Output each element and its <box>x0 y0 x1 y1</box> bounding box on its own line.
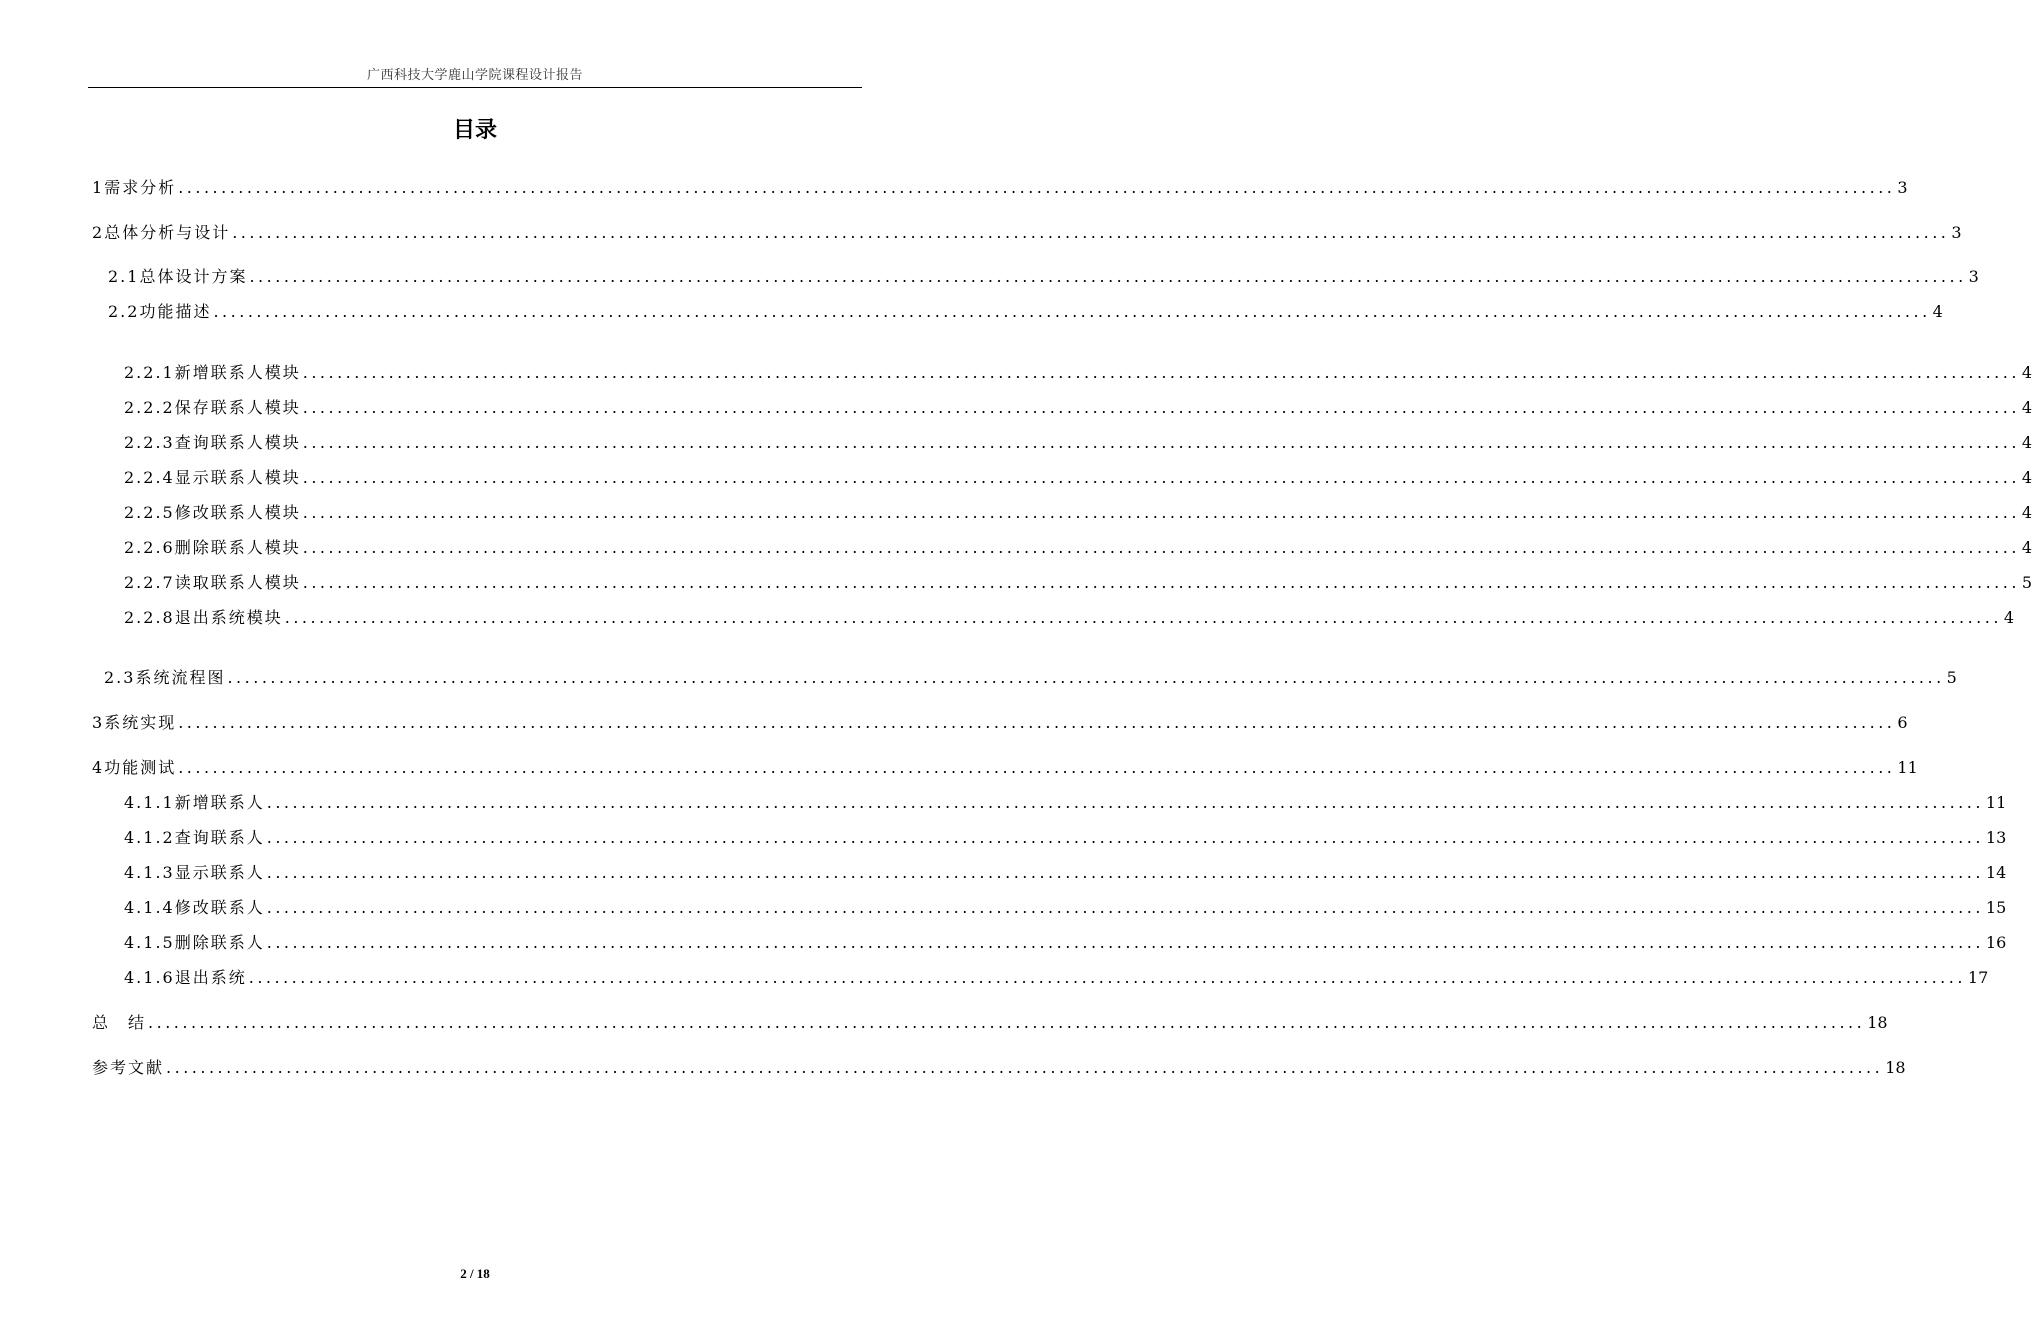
toc-entry-2-2-2[interactable] <box>124 396 2032 420</box>
toc-entry-title: 读取联系人模块 <box>174 573 301 592</box>
page-number-footer: 2 / 18 <box>460 1266 490 1281</box>
toc-entry-leader: ........................................................................................................................................................................................................ <box>166 1058 1884 1077</box>
toc-entry-page: 3 <box>1897 178 1908 197</box>
toc-entry-page: 4 <box>2021 538 2032 557</box>
toc-entry-number: 3 <box>92 713 105 732</box>
toc-entry-4-1-2[interactable] <box>124 826 2007 850</box>
toc-entry-2-2-6[interactable] <box>124 536 2032 560</box>
toc-entry-leader: ........................................................................................................................................................................................................ <box>232 223 1950 242</box>
toc-entry-2-2-4[interactable] <box>124 466 2032 490</box>
toc-entry-title: 退出系统模块 <box>174 608 283 627</box>
toc-entry-page: 16 <box>1985 933 2007 952</box>
toc-entry-leader: ........................................................................................................................................................................................................ <box>227 668 1945 687</box>
toc-entry-page: 5 <box>1946 668 1957 687</box>
toc-entry-number: 2.1 <box>108 267 140 286</box>
toc-entry-4-1-5[interactable] <box>124 931 2007 955</box>
toc-entry-title: 显示联系人模块 <box>174 468 301 487</box>
toc-entry-4-1-6[interactable] <box>124 966 1989 990</box>
toc-entry-title: 需求分析 <box>104 178 177 197</box>
toc-entry-title: 参考文献 <box>92 1058 165 1077</box>
toc-entry-title: 功能测试 <box>104 758 177 777</box>
toc-entry-page: 4 <box>2021 398 2032 417</box>
toc-entry-4-1-4[interactable] <box>124 896 2007 920</box>
toc-entry-leader: ........................................................................................................................................................................................................ <box>249 267 1967 286</box>
toc-entry-2[interactable] <box>92 221 1962 245</box>
toc-entry-number: 2.2.8 <box>124 608 175 627</box>
page-header: 广西科技大学鹿山学院课程设计报告 <box>366 68 583 83</box>
toc-entry-number: 2.2.7 <box>124 573 175 592</box>
toc-entry-number: 4.1.4 <box>124 898 175 917</box>
toc-entry-title: 新增联系人模块 <box>174 363 301 382</box>
toc-entry-leader: ........................................................................................................................................................................................................ <box>266 863 1984 882</box>
toc-entry-number: 2 <box>92 223 105 242</box>
toc-entry-2-2-1[interactable] <box>124 361 2032 385</box>
toc-entry-page: 4 <box>1932 302 1943 321</box>
toc-entry-page: 3 <box>1968 267 1979 286</box>
toc-entry-2-2-3[interactable] <box>124 431 2032 455</box>
toc-entry-page: 15 <box>1985 898 2007 917</box>
toc-entry-leader: ........................................................................................................................................................................................................ <box>248 968 1966 987</box>
toc-entry-2-2-7[interactable] <box>124 571 2032 595</box>
toc-entry-page: 11 <box>1985 793 2007 812</box>
toc-entry-number: 2.3 <box>104 668 136 687</box>
toc-entry-leader: ........................................................................................................................................................................................................ <box>148 1013 1866 1032</box>
toc-entry-number: 2.2.2 <box>124 398 175 417</box>
toc-entry-leader: ........................................................................................................................................................................................................ <box>266 933 1984 952</box>
toc-entry-number: 4.1.1 <box>124 793 175 812</box>
toc-entry-leader: ........................................................................................................................................................................................................ <box>302 538 2020 557</box>
toc-entry-number: 2.2.1 <box>124 363 175 382</box>
toc-entry-1[interactable] <box>92 176 1908 200</box>
toc-entry-number: 2.2 <box>108 302 140 321</box>
toc-entry-title: 总 结 <box>92 1013 147 1032</box>
toc-entry-2-2[interactable] <box>108 300 1943 324</box>
toc-entry-2-2-8[interactable] <box>124 606 2015 630</box>
toc-entry-leader: ........................................................................................................................................................................................................ <box>302 468 2020 487</box>
toc-entry-leader: ........................................................................................................................................................................................................ <box>178 758 1896 777</box>
toc-entry-number: 2.2.4 <box>124 468 175 487</box>
toc-entry-leader: ........................................................................................................................................................................................................ <box>266 793 1984 812</box>
toc-entry-title: 删除联系人模块 <box>174 538 301 557</box>
toc-entry-title: 功能描述 <box>139 302 212 321</box>
toc-entry-number: 4.1.3 <box>124 863 175 882</box>
toc-entry-page: 4 <box>2021 503 2032 522</box>
toc-entry-page: 5 <box>2021 573 2032 592</box>
toc-entry-page: 4 <box>2021 433 2032 452</box>
toc-entry-references[interactable] <box>92 1056 1906 1080</box>
toc-entry-title: 删除联系人 <box>174 933 265 952</box>
toc-entry-title: 查询联系人 <box>174 828 265 847</box>
toc-entry-title: 保存联系人模块 <box>174 398 301 417</box>
toc-entry-page: 3 <box>1951 223 1962 242</box>
header-rule <box>88 87 862 88</box>
toc-entry-number: 4.1.2 <box>124 828 175 847</box>
toc-entry-leader: ........................................................................................................................................................................................................ <box>213 302 1931 321</box>
toc-entry-3[interactable] <box>92 711 1908 735</box>
toc-entry-page: 4 <box>2021 363 2032 382</box>
toc-entry-leader: ........................................................................................................................................................................................................ <box>178 178 1896 197</box>
toc-entry-title: 修改联系人 <box>174 898 265 917</box>
toc-entry-leader: ........................................................................................................................................................................................................ <box>284 608 2002 627</box>
toc-entry-title: 退出系统 <box>174 968 247 987</box>
toc-entry-2-1[interactable] <box>108 265 1979 289</box>
toc-entry-title: 总体分析与设计 <box>104 223 231 242</box>
toc-entry-2-3[interactable] <box>104 666 1957 690</box>
toc-entry-leader: ........................................................................................................................................................................................................ <box>302 363 2020 382</box>
toc-entry-4[interactable] <box>92 756 1918 780</box>
toc-entry-title: 新增联系人 <box>174 793 265 812</box>
toc-entry-number: 4 <box>92 758 105 777</box>
toc-title: 目录 <box>452 118 497 143</box>
toc-entry-leader: ........................................................................................................................................................................................................ <box>302 433 2020 452</box>
toc-entry-title: 系统流程图 <box>135 668 226 687</box>
toc-entry-title: 查询联系人模块 <box>174 433 301 452</box>
toc-entry-page: 13 <box>1985 828 2007 847</box>
toc-entry-number: 4.1.6 <box>124 968 175 987</box>
toc-entry-number: 2.2.6 <box>124 538 175 557</box>
toc-entry-4-1-3[interactable] <box>124 861 2007 885</box>
toc-entry-page: 18 <box>1867 1013 1888 1032</box>
toc-entry-leader: ........................................................................................................................................................................................................ <box>178 713 1896 732</box>
toc-entry-4-1-1[interactable] <box>124 791 2007 815</box>
toc-entry-leader: ........................................................................................................................................................................................................ <box>302 503 2020 522</box>
toc-entry-page: 17 <box>1967 968 1989 987</box>
toc-entry-leader: ........................................................................................................................................................................................................ <box>266 828 1984 847</box>
toc-entry-number: 4.1.5 <box>124 933 175 952</box>
toc-entry-page: 14 <box>1985 863 2007 882</box>
toc-entry-leader: ........................................................................................................................................................................................................ <box>302 398 2020 417</box>
toc-entry-title: 显示联系人 <box>174 863 265 882</box>
toc-entry-summary[interactable] <box>92 1011 1888 1035</box>
toc-entry-number: 2.2.5 <box>124 503 175 522</box>
toc-entry-leader: ........................................................................................................................................................................................................ <box>266 898 1984 917</box>
toc-entry-number: 2.2.3 <box>124 433 175 452</box>
toc-entry-page: 4 <box>2003 608 2015 627</box>
toc-entry-page: 4 <box>2021 468 2032 487</box>
toc-entry-page: 18 <box>1885 1058 1906 1077</box>
toc-entry-2-2-5[interactable] <box>124 501 2032 525</box>
toc-entry-page: 6 <box>1897 713 1908 732</box>
toc-entry-title: 修改联系人模块 <box>174 503 301 522</box>
toc-entry-number: 1 <box>92 178 105 197</box>
toc-entry-title: 系统实现 <box>104 713 177 732</box>
toc-entry-page: 11 <box>1897 758 1918 777</box>
toc-entry-title: 总体设计方案 <box>139 267 248 286</box>
toc-entry-leader: ........................................................................................................................................................................................................ <box>302 573 2020 592</box>
